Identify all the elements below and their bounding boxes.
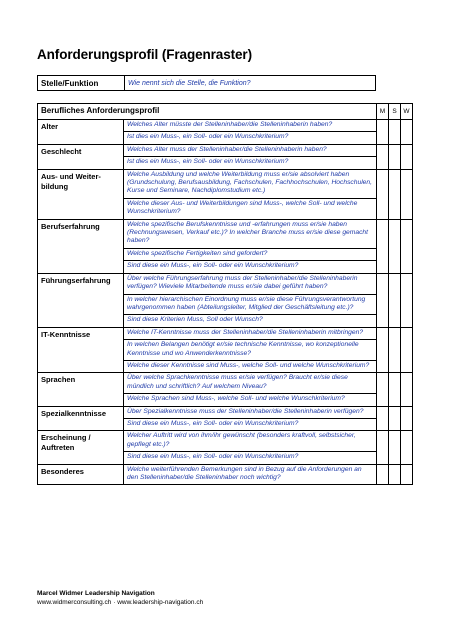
question-cell <box>124 169 377 219</box>
category-label: Sprachen <box>38 373 124 406</box>
question-cell <box>124 464 377 485</box>
question-cell <box>124 373 377 406</box>
question-text: Sind diese Kriterien Muss, Soll oder Wunsch? <box>127 316 263 324</box>
profile-row <box>38 219 413 273</box>
category-label: IT-Kenntnisse <box>38 327 124 373</box>
rating-box-s[interactable] <box>389 169 401 219</box>
question-text: Sind diese ein Muss-, ein Soll- oder ein Wunschkriterium? <box>127 453 299 461</box>
profile-row <box>38 144 413 169</box>
profile-row <box>38 406 413 431</box>
profile-row <box>38 431 413 464</box>
category-label: Berufserfahrung <box>38 219 124 273</box>
rating-box-s[interactable] <box>389 327 401 373</box>
question-text: Über welche Sprachkenntnisse muss er/sie verfügen? Braucht er/sie diese mündlich und schriftlich? Auf welchem Niveau? <box>124 373 376 394</box>
question-text: In welchen Belangen benötigt er/sie technische Kenntnisse, wo konzeptionelle Kenntnisse und wo Anwenderkenntnisse? <box>124 340 376 361</box>
stelle-table <box>37 75 376 91</box>
question-text: Sind diese ein Muss-, ein Soll- oder ein Wunschkriterium? <box>127 419 299 427</box>
question-text: Welche weiterführenden Bemerkungen sind in Bezug auf die Anforderungen an den Stelleninhaber/die Stelleninhaber noch wichtig? <box>127 465 362 481</box>
category-label: Besonderes <box>38 464 124 485</box>
question-text: Sind diese ein Muss-, ein Soll- oder ein Wunschkriterium? <box>127 262 299 270</box>
question-text: Welche Ausbildung und welche Weiterbildung muss er/sie absolviert haben (Grundschulung, Berufsausbildung, Fachschulen, Fachhochschulen, Hochschulen, Kurse und Seminare, Nachdiplomstudium etc.) <box>124 170 376 199</box>
profile-row <box>38 327 413 373</box>
question-cell <box>124 219 377 273</box>
rating-box-m[interactable] <box>377 373 389 406</box>
question-text: Über Spezialkenntnisse muss der Stelleninhaber/die Stelleninhaberin verfügen? <box>124 407 376 419</box>
rating-box-w[interactable] <box>401 327 413 373</box>
profile-row <box>38 120 413 145</box>
rating-box-w[interactable] <box>401 144 413 169</box>
rating-box-s[interactable] <box>389 219 401 273</box>
question-text: Ist dies ein Muss-, ein Soll- oder ein Wunschkriterium? <box>127 133 289 141</box>
profile-row <box>38 464 413 485</box>
question-text: Welche dieser Aus- und Weiterbildungen sind Muss-, welche Soll- und welche Wunschkriterium? <box>127 199 358 216</box>
question-text: Welches Alter muss der Stelleninhaber/die Stelleninhaberin haben? <box>124 145 376 157</box>
question-text: Welcher Auftritt wird von ihm/ihr gewünscht (besonders kraftvoll, selbstsicher, gepflegt etc.)? <box>124 431 376 452</box>
category-label: Spezialkenntnisse <box>38 406 124 431</box>
rating-box-m[interactable] <box>377 431 389 464</box>
stelle-question: Wie nennt sich die Stelle, die Funktion? <box>125 76 376 91</box>
rating-box-s[interactable] <box>389 464 401 485</box>
rating-box-m[interactable] <box>377 327 389 373</box>
question-text: Welche spezifische Berufskenntnisse und -erfahrungen muss er/sie haben (Rechnungswesen, Verkauf etc.)? In welcher Branche muss er/sie diese gemacht haben? <box>124 220 376 249</box>
rating-box-s[interactable] <box>389 120 401 145</box>
question-cell <box>124 120 377 145</box>
footer <box>37 589 203 607</box>
rating-box-w[interactable] <box>401 406 413 431</box>
question-cell <box>124 406 377 431</box>
rating-box-w[interactable] <box>401 273 413 327</box>
rating-box-w[interactable] <box>401 120 413 145</box>
rating-box-s[interactable] <box>389 144 401 169</box>
profile-row <box>38 373 413 406</box>
question-text: Über welche Führungserfahrung muss der Stelleninhaber/die Stelleninhaberin verfügen? Wieviele Mitarbeitende muss er/sie dabei geführt haben? <box>124 274 376 295</box>
footer-company: Marcel Widmer Leadership Navigation <box>37 590 155 597</box>
rating-box-w[interactable] <box>401 169 413 219</box>
requirements-table <box>37 103 413 485</box>
question-text: Ist dies ein Muss-, ein Soll- oder ein Wunschkriterium? <box>127 158 289 166</box>
rating-box-m[interactable] <box>377 120 389 145</box>
rating-box-s[interactable] <box>389 273 401 327</box>
rating-box-m[interactable] <box>377 464 389 485</box>
profile-heading: Berufliches Anforderungsprofil <box>38 104 377 120</box>
question-text: Welche dieser Kenntnisse sind Muss-, welche Soll- und welche Wunschkriterium? <box>127 361 370 369</box>
question-text: In welcher hierarchischen Einordnung muss er/sie diese Führungsverantwortung wahrgenommen haben (Abteilungsleiter, Mitglied der Geschäftsleitung etc.)? <box>124 295 376 316</box>
category-label: Führungserfahrung <box>38 273 124 327</box>
rating-box-m[interactable] <box>377 169 389 219</box>
category-label: Aus- und Weiter-bildung <box>38 169 124 219</box>
question-text: Welche Sprachen sind Muss-, welche Soll- und welche Wunschkriterium? <box>127 395 345 403</box>
question-text: Welche IT-Kenntnisse muss der Stelleninhaber/die Stelleninhaberin mitbringen? <box>124 328 376 340</box>
rating-box-m[interactable] <box>377 219 389 273</box>
page-title: Anforderungsprofil (Fragenraster) <box>37 47 252 62</box>
profile-row <box>38 273 413 327</box>
rating-box-w[interactable] <box>401 464 413 485</box>
category-label: Erscheinung / Auftreten <box>38 431 124 464</box>
question-cell <box>124 273 377 327</box>
footer-websites: www.widmerconsulting.ch · www.leadership-navigation.ch <box>37 599 204 606</box>
rating-box-w[interactable] <box>401 373 413 406</box>
question-text: Welche spezifische Fertigkeiten sind gefordert? <box>124 249 376 261</box>
rating-box-s[interactable] <box>389 431 401 464</box>
rating-box-s[interactable] <box>389 373 401 406</box>
column-header-m: M <box>377 104 389 120</box>
profile-row <box>38 169 413 219</box>
category-label: Geschlecht <box>38 144 124 169</box>
question-cell <box>124 144 377 169</box>
rating-box-m[interactable] <box>377 273 389 327</box>
question-cell <box>124 431 377 464</box>
question-cell <box>124 327 377 373</box>
rating-box-m[interactable] <box>377 406 389 431</box>
rating-box-s[interactable] <box>389 406 401 431</box>
stelle-label: Stelle/Funktion <box>38 76 125 91</box>
rating-box-w[interactable] <box>401 431 413 464</box>
column-header-w: W <box>401 104 413 120</box>
category-label: Alter <box>38 120 124 145</box>
column-header-s: S <box>389 104 401 120</box>
rating-box-m[interactable] <box>377 144 389 169</box>
question-text: Welches Alter müsste der Stelleninhaber/die Stelleninhaberin haben? <box>124 120 376 132</box>
rating-box-w[interactable] <box>401 219 413 273</box>
